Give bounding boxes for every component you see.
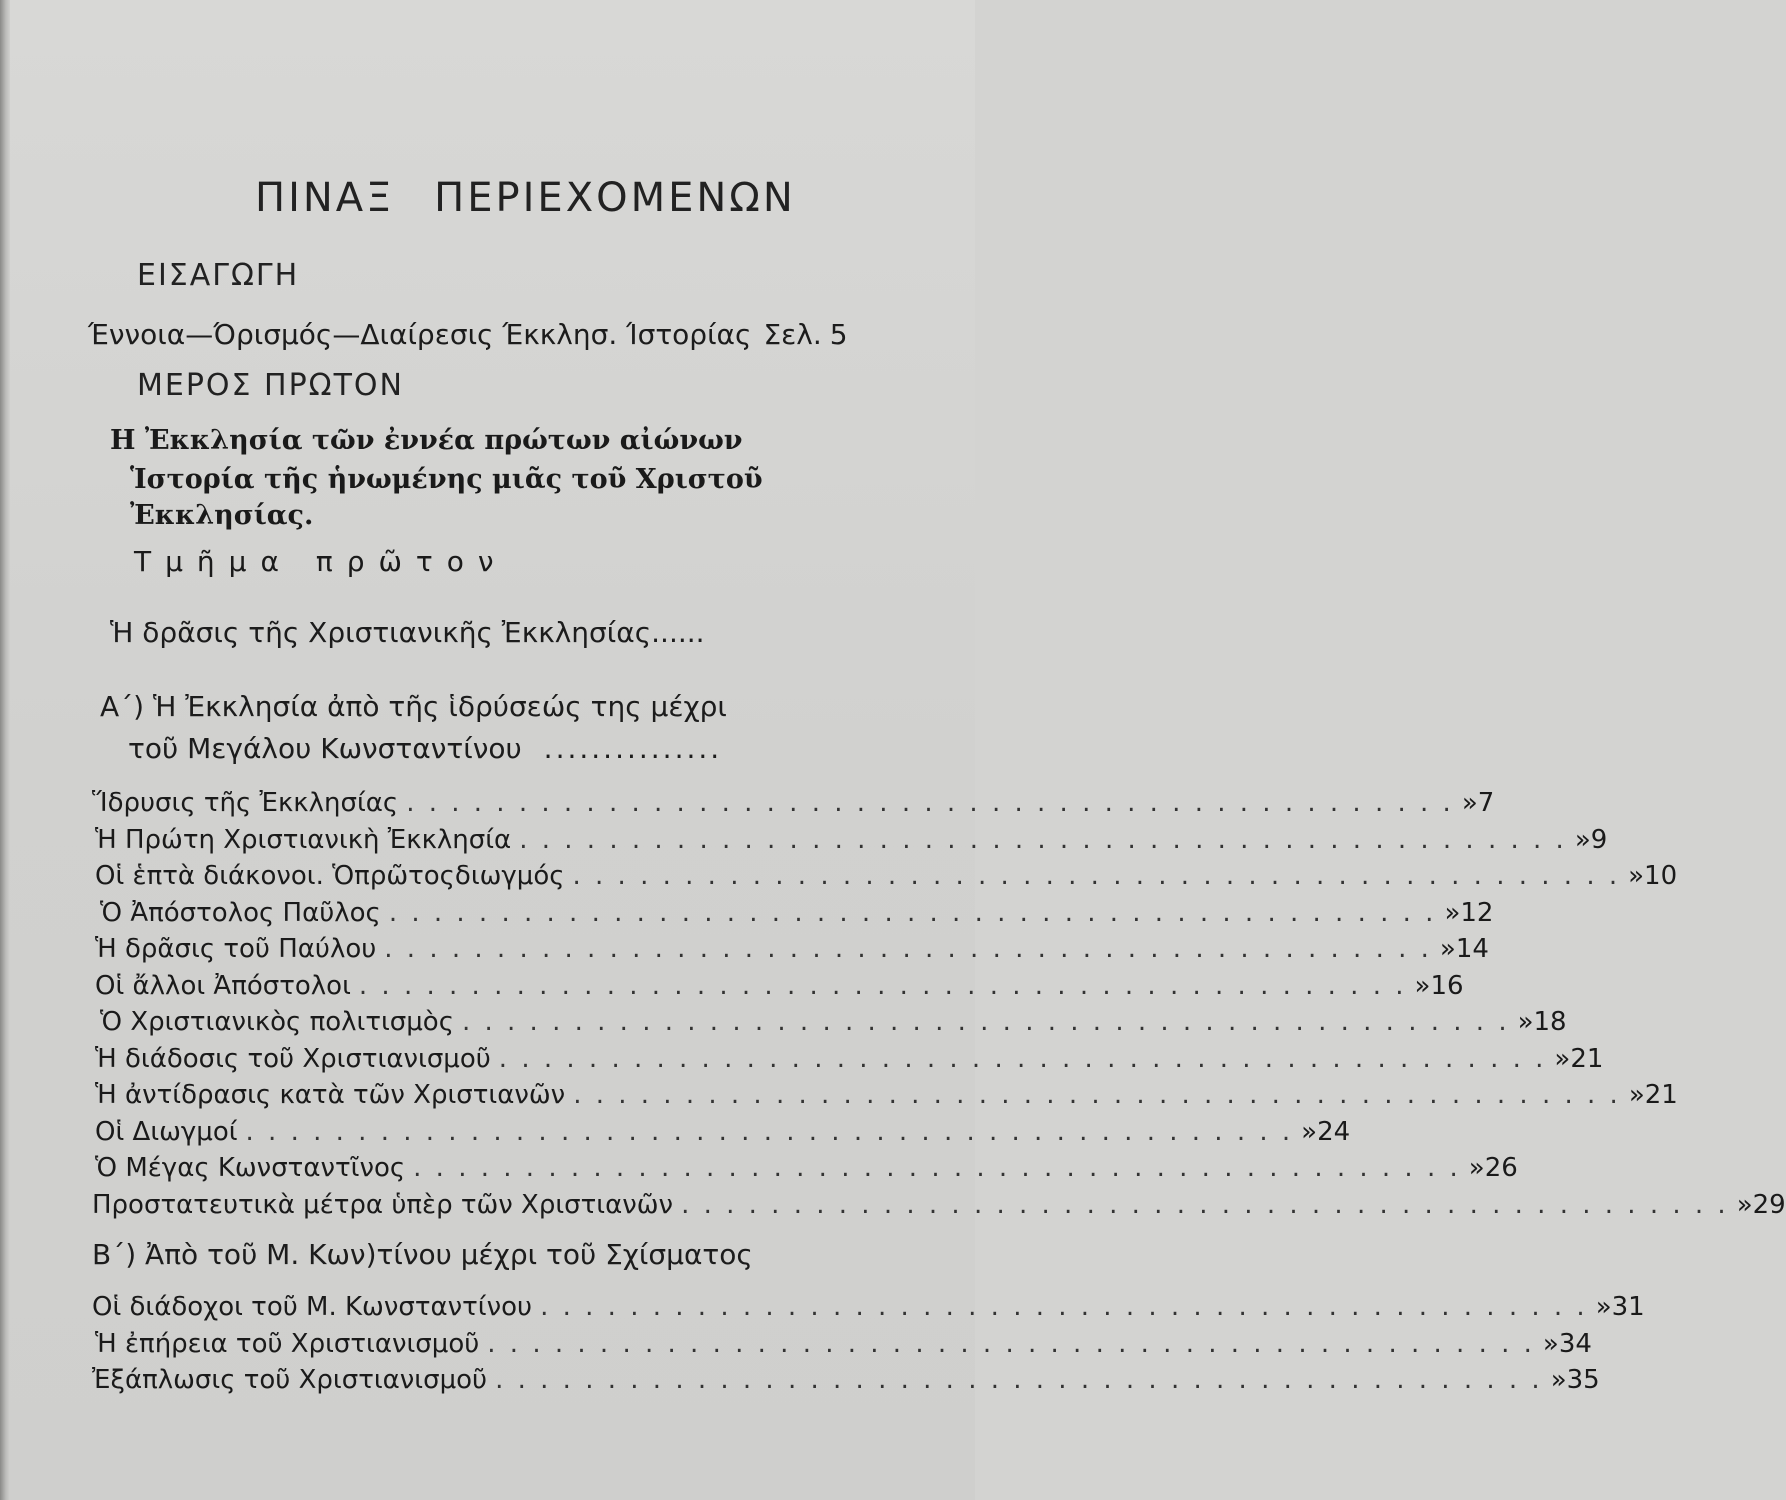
introduction-entry [88, 318, 900, 351]
toc-leader-dots: . . . . . . . . . . . . . . . . . . . . . . . . . . . . . . . . . . . . . . . . . . . . . . . [519, 824, 1567, 855]
toc-entry-label: Ὁ Ἀπόστολος Παῦλος [100, 897, 381, 928]
toc-ditto-marker: » [1550, 1365, 1567, 1395]
chapter-a-leader-dots: ............... [543, 732, 723, 765]
toc-entry-label: Ἡ Πρώτη Χριστιανικὴ Ἐκκλησία [95, 824, 512, 855]
toc-entry [95, 1043, 1604, 1080]
toc-entry-label: Ἡ ἀντίδρασις κατὰ τῶν Χριστιανῶν [95, 1080, 566, 1110]
part-one-heading: ΜΕΡΟΣ ΠΡΩΤΟΝ [137, 368, 404, 403]
toc-page-number: 21 [1644, 1080, 1678, 1110]
page-spine-shadow [0, 0, 10, 1500]
toc-ditto-marker: » [1461, 788, 1478, 818]
toc-entry-label: Προστατευτικὰ μέτρα ὑπὲρ τῶν Χριστιανῶν [92, 1189, 674, 1220]
chapter-a-title-line1: Α΄) Ἡ Ἐκκλησία ἀπὸ τῆς ἱδρύσεώς της μέχρι [100, 690, 727, 723]
toc-page-number: 34 [1558, 1328, 1592, 1359]
toc-page-number: 35 [1566, 1365, 1600, 1395]
part-one-bold-line-3: Ἐκκλησίας. [130, 500, 314, 531]
toc-entry-label: Ἵδρυσις τῆς Ἐκκλησίας [92, 788, 399, 818]
toc-page-number: 16 [1430, 970, 1464, 1001]
toc-entry-label: Οἱ Διωγμοί [95, 1116, 238, 1147]
toc-ditto-marker: » [1517, 1007, 1534, 1037]
introduction-page-number: 5 [829, 318, 848, 351]
toc-page-number: 14 [1455, 934, 1489, 964]
toc-entry-label: Ἐξάπλωσις τοῦ Χριστιανισμοῦ [92, 1365, 488, 1395]
page-title: ΠΙΝΑΞ ΠΕΡΙΕΧΟΜΕΝΩΝ [255, 175, 796, 221]
toc-entry-label: Ὁ Χριστιανικὸς πολιτισμὸς [100, 1007, 454, 1037]
toc-ditto-marker: » [1439, 934, 1456, 964]
toc-ditto-marker: » [1628, 1080, 1645, 1110]
toc-leader-dots: . . . . . . . . . . . . . . . . . . . . . . . . . . . . . . . . . . . . . . . . . . . . . . . [413, 1153, 1461, 1183]
toc-leader-dots: . . . . . . . . . . . . . . . . . . . . . . . . . . . . . . . . . . . . . . . . . . . . . . . [573, 1080, 1621, 1110]
toc-page-number: 24 [1317, 1116, 1351, 1147]
toc-entry-label: Οἱ διάδοχοι τοῦ Μ. Κωνσταντίνου [92, 1292, 533, 1322]
introduction-heading: ΕΙΣΑΓΩΓΗ [137, 258, 300, 293]
toc-entry [95, 861, 1678, 897]
toc-entry [100, 1007, 1567, 1043]
toc-ditto-marker: » [1444, 897, 1461, 928]
toc-entry [95, 824, 1608, 861]
toc-ditto-marker: » [1301, 1116, 1318, 1147]
toc-ditto-marker: » [1628, 861, 1645, 891]
toc-entry [95, 970, 1464, 1007]
toc-entry [95, 934, 1489, 970]
toc-page-number: 18 [1533, 1007, 1567, 1037]
toc-ditto-marker: » [1595, 1292, 1612, 1322]
toc-leader-dots: . . . . . . . . . . . . . . . . . . . . . . . . . . . . . . . . . . . . . . . . . . . . . . . [487, 1328, 1535, 1359]
toc-entry-label: Ἡ διάδοσις τοῦ Χριστιανισμοῦ [95, 1043, 491, 1074]
toc-page-number: 26 [1484, 1153, 1518, 1183]
toc-entry-label: Οἱ ἄλλοι Ἀπόστολοι [95, 970, 351, 1001]
toc-entry [100, 897, 1494, 934]
toc-entry [95, 1153, 1518, 1189]
toc-entry [95, 1328, 1592, 1365]
toc-leader-dots: . . . . . . . . . . . . . . . . . . . . . . . . . . . . . . . . . . . . . . . . . . . . . . . [388, 897, 1437, 928]
toc-ditto-marker: » [1542, 1328, 1559, 1359]
toc-page-number: 12 [1460, 897, 1494, 928]
toc-entry [92, 1189, 1786, 1226]
introduction-entry-label: Έννοια—Όρισμός—Διαίρεσις Έκκλησ. Ίστορίας [88, 318, 752, 351]
toc-page-number: 29 [1752, 1189, 1786, 1220]
toc-page-number: 31 [1611, 1292, 1645, 1322]
part-one-bold-line-2: Ἱστορία τῆς ἡνωμένης μιᾶς τοῦ Χριστοῦ [130, 464, 763, 495]
toc-page-number: 7 [1477, 788, 1495, 818]
toc-ditto-marker: » [1468, 1153, 1485, 1183]
toc-entry [95, 1116, 1351, 1153]
toc-leader-dots: . . . . . . . . . . . . . . . . . . . . . . . . . . . . . . . . . . . . . . . . . . . . . . . [461, 1007, 1510, 1037]
toc-leader-dots: . . . . . . . . . . . . . . . . . . . . . . . . . . . . . . . . . . . . . . . . . . . . . . . [384, 934, 1432, 964]
toc-ditto-marker: » [1574, 824, 1591, 855]
toc-leader-dots: . . . . . . . . . . . . . . . . . . . . . . . . . . . . . . . . . . . . . . . . . . . . . . . [406, 788, 1454, 818]
toc-leader-dots: . . . . . . . . . . . . . . . . . . . . . . . . . . . . . . . . . . . . . . . . . . . . . . . [495, 1365, 1543, 1395]
toc-leader-dots: . . . . . . . . . . . . . . . . . . . . . . . . . . . . . . . . . . . . . . . . . . . . . . . [498, 1043, 1547, 1074]
toc-ditto-marker: » [1736, 1189, 1753, 1220]
toc-entry [95, 1080, 1678, 1116]
toc-ditto-marker: » [1554, 1043, 1571, 1074]
toc-page-number: 10 [1644, 861, 1678, 891]
toc-leader-dots: . . . . . . . . . . . . . . . . . . . . . . . . . . . . . . . . . . . . . . . . . . . . . . . [572, 861, 1621, 891]
chapter-a-title-line2: τοῦ Μεγάλου Κωνσταντίνου [128, 732, 522, 765]
chapter-a-title-line2-row [128, 732, 808, 765]
toc-entry [92, 788, 1495, 824]
toc-entry [92, 1365, 1600, 1401]
toc-entry [92, 1292, 1645, 1328]
section-subtitle: Ἡ δρᾶσις τῆς Χριστιανικῆς Ἐκκλησίας...... [110, 616, 705, 649]
toc-ditto-marker: » [1414, 970, 1431, 1001]
chapter-b-title: Β΄) Ἀπὸ τοῦ Μ. Κων)τίνου μέχρι τοῦ Σχίσματος [92, 1238, 753, 1271]
toc-entry-label: Οἱ ἑπτὰ διάκονοι. Ὁπρῶτοςδιωγμός [95, 861, 565, 891]
introduction-page-prefix: Σελ. [763, 318, 822, 351]
toc-leader-dots: . . . . . . . . . . . . . . . . . . . . . . . . . . . . . . . . . . . . . . . . . . . . . . . [358, 970, 1407, 1001]
section-heading: Τμῆμα πρῶτον [134, 545, 508, 578]
toc-page-number: 9 [1590, 824, 1608, 855]
toc-leader-dots: . . . . . . . . . . . . . . . . . . . . . . . . . . . . . . . . . . . . . . . . . . . . . . . [245, 1116, 1294, 1147]
toc-entry-label: Ἡ ἐπήρεια τοῦ Χριστιανισμοῦ [95, 1328, 480, 1359]
toc-entry-label: Ὁ Μέγας Κωνσταντῖνος [95, 1153, 406, 1183]
toc-leader-dots: . . . . . . . . . . . . . . . . . . . . . . . . . . . . . . . . . . . . . . . . . . . . . . . [540, 1292, 1588, 1322]
toc-entry-label: Ἡ δρᾶσις τοῦ Παύλου [95, 934, 377, 964]
toc-leader-dots: . . . . . . . . . . . . . . . . . . . . . . . . . . . . . . . . . . . . . . . . . . . . . . . [681, 1189, 1729, 1220]
toc-page-number: 21 [1570, 1043, 1604, 1074]
part-one-bold-line-1: Η Ἐκκλησία τῶν ἐννέα πρώτων αἰώνων [110, 425, 743, 456]
